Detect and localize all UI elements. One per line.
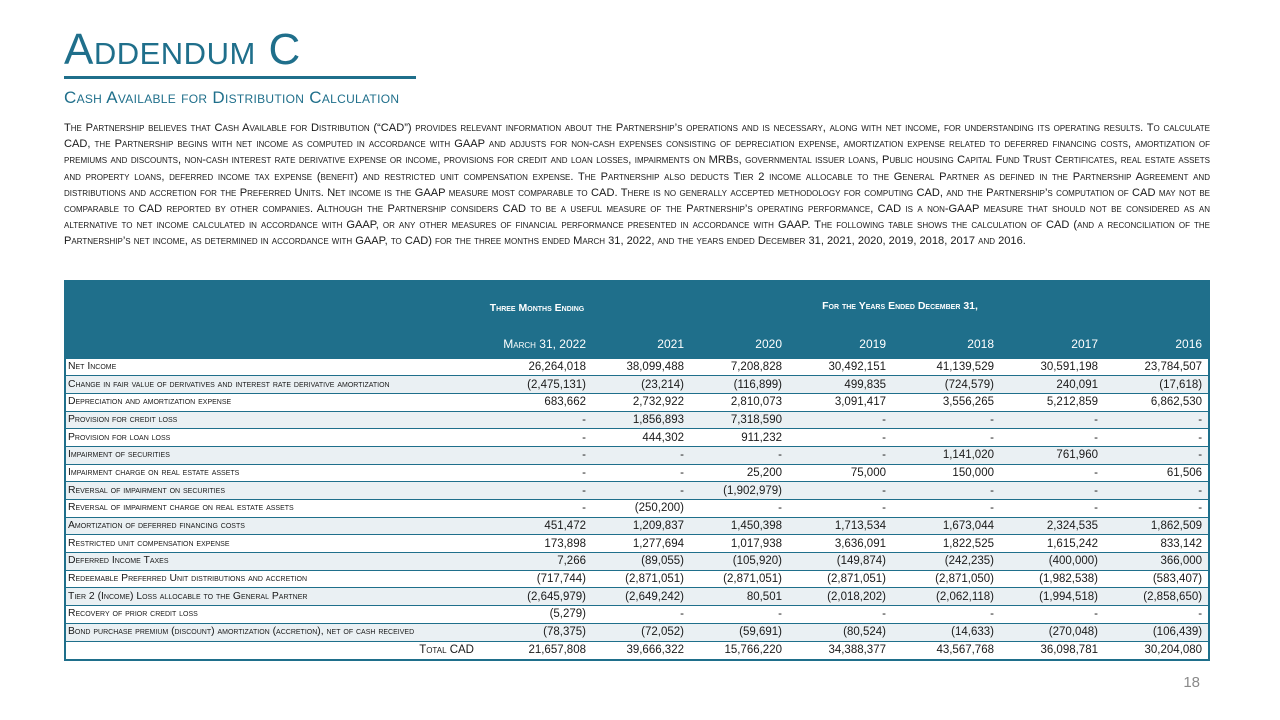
cell-value: 1,277,694: [592, 535, 690, 553]
cell-value: 15,766,220: [690, 641, 788, 659]
cell-value: -: [788, 482, 892, 500]
cell-value: 1,141,020: [892, 446, 1000, 464]
cell-value: (105,920): [690, 553, 788, 571]
column-header: 2020: [690, 330, 788, 358]
cell-value: 1,209,837: [592, 517, 690, 535]
cell-value: -: [1000, 500, 1104, 518]
cell-value: 1,713,534: [788, 517, 892, 535]
header-three-months: Three Months Ending: [482, 282, 592, 330]
table-row: [66, 570, 1208, 588]
cell-value: (400,000): [1000, 553, 1104, 571]
cell-value: 761,960: [1000, 446, 1104, 464]
cell-value: (2,475,131): [482, 376, 592, 394]
total-row: [66, 641, 1208, 659]
cell-value: (78,375): [482, 623, 592, 641]
cell-value: 1,017,938: [690, 535, 788, 553]
cell-value: -: [592, 482, 690, 500]
cell-value: 7,266: [482, 553, 592, 571]
cell-value: (17,618): [1104, 376, 1208, 394]
intro-paragraph: The Partnership believes that Cash Available for Distribution (“CAD”) provides relevant information about the Partnership’s operations and is necessary, along with net income, for understanding its operating results. To calculate CAD, the Partnership begins with net income as computed in accordance with GAAP and adjusts for non-cash expenses consisting of depreciation expense, amortization expense related to deferred financing costs, amortization of premiums and discounts, non-cash interest rate derivative expense or income, provisions for credit and loan losses, impairments on MRBs, governmental issuer loans, Public housing Capital Fund Trust Certificates, real estate assets and property loans, deferred income tax expense (benefit) and restricted unit compensation expense. The Partnership also deducts Tier 2 income allocable to the General Partner as defined in the Partnership Agreement and distributions and accretion for the Preferred Units. Net income is the GAAP measure most comparable to CAD. There is no generally accepted methodology for computing CAD, and the Partnership’s computation of CAD may not be comparable to CAD reported by other companies. Although the Partnership considers CAD to be a useful measure of the Partnership’s operating performance, CAD is a non-GAAP measure that should not be considered as an alternative to net income calculated in accordance with GAAP, or any other measures of financial performance presented in accordance with GAAP. The following table shows the calculation of CAD (and a reconciliation of the Partnership’s net income, as determined in accordance with GAAP, to CAD) for the three months ended March 31, 2022, and the years ended December 31, 2021, 2020, 2019, 2018, 2017 and 2016.: [64, 122, 1210, 248]
table-row: [66, 411, 1208, 429]
cell-value: 25,200: [690, 464, 788, 482]
column-header: March 31, 2022: [482, 330, 592, 358]
cell-value: -: [1104, 500, 1208, 518]
cell-value: (2,871,051): [690, 570, 788, 588]
cell-value: -: [482, 411, 592, 429]
cell-value: 61,506: [1104, 464, 1208, 482]
cell-value: (14,633): [892, 623, 1000, 641]
title-underline: [64, 76, 416, 79]
cell-value: (2,062,118): [892, 588, 1000, 606]
cell-value: (1,902,979): [690, 482, 788, 500]
row-label: Impairment of securities: [66, 446, 482, 464]
cell-value: (23,214): [592, 376, 690, 394]
page-subtitle: Cash Available for Distribution Calculation: [64, 88, 400, 107]
row-label: Provision for credit loss: [66, 411, 482, 429]
column-header: 2019: [788, 330, 892, 358]
row-label: Tier 2 (Income) Loss allocable to the General Partner: [66, 588, 482, 606]
table-row: [66, 358, 1208, 376]
column-header: 2018: [892, 330, 1000, 358]
cell-value: -: [1104, 429, 1208, 447]
table-row: [66, 446, 1208, 464]
cell-value: -: [690, 606, 788, 624]
row-label: Provision for loan loss: [66, 429, 482, 447]
cell-value: -: [482, 446, 592, 464]
cell-value: -: [892, 429, 1000, 447]
cell-value: -: [482, 429, 592, 447]
cell-value: 39,666,322: [592, 641, 690, 659]
row-label: Change in fair value of derivatives and interest rate derivative amortization: [66, 376, 482, 394]
header-blank-2: [66, 330, 482, 358]
cell-value: 3,636,091: [788, 535, 892, 553]
cell-value: -: [892, 606, 1000, 624]
table-row: [66, 376, 1208, 394]
table-row: [66, 606, 1208, 624]
row-label: Net Income: [66, 358, 482, 376]
row-label: Bond purchase premium (discount) amortization (accretion), net of cash received: [66, 623, 482, 641]
cell-value: (5,279): [482, 606, 592, 624]
cell-value: -: [892, 500, 1000, 518]
cell-value: 1,862,509: [1104, 517, 1208, 535]
cell-value: -: [1000, 411, 1104, 429]
cell-value: 451,472: [482, 517, 592, 535]
table-row: [66, 500, 1208, 518]
row-label: Impairment charge on real estate assets: [66, 464, 482, 482]
cell-value: 80,501: [690, 588, 788, 606]
cell-value: -: [1104, 482, 1208, 500]
cell-value: 5,212,859: [1000, 393, 1104, 411]
cell-value: 2,810,073: [690, 393, 788, 411]
cell-value: (2,871,050): [892, 570, 1000, 588]
cell-value: (106,439): [1104, 623, 1208, 641]
cell-value: 6,862,530: [1104, 393, 1208, 411]
cell-value: -: [788, 500, 892, 518]
cell-value: 26,264,018: [482, 358, 592, 376]
cell-value: 1,856,893: [592, 411, 690, 429]
cell-value: 173,898: [482, 535, 592, 553]
row-label: Reversal of impairment charge on real estate assets: [66, 500, 482, 518]
table-row: [66, 553, 1208, 571]
table-row: [66, 482, 1208, 500]
cell-value: 683,662: [482, 393, 592, 411]
cell-value: 34,388,377: [788, 641, 892, 659]
cell-value: -: [592, 464, 690, 482]
table-row: [66, 517, 1208, 535]
cell-value: (80,524): [788, 623, 892, 641]
cell-value: -: [892, 482, 1000, 500]
cell-value: (72,052): [592, 623, 690, 641]
cell-value: (2,858,650): [1104, 588, 1208, 606]
cell-value: -: [1000, 429, 1104, 447]
cell-value: 30,591,198: [1000, 358, 1104, 376]
cell-value: 41,139,529: [892, 358, 1000, 376]
cell-value: -: [690, 446, 788, 464]
cell-value: -: [788, 446, 892, 464]
cell-value: (270,048): [1000, 623, 1104, 641]
cell-value: 75,000: [788, 464, 892, 482]
cell-value: 1,673,044: [892, 517, 1000, 535]
cell-value: 1,450,398: [690, 517, 788, 535]
cell-value: -: [788, 429, 892, 447]
cell-value: (116,899): [690, 376, 788, 394]
header-years: For the Years Ended December 31,: [592, 282, 1208, 330]
table-row: [66, 464, 1208, 482]
cell-value: 30,204,080: [1104, 641, 1208, 659]
cell-value: 7,318,590: [690, 411, 788, 429]
cell-value: 150,000: [892, 464, 1000, 482]
cell-value: (149,874): [788, 553, 892, 571]
row-label: Recovery of prior credit loss: [66, 606, 482, 624]
cell-value: -: [482, 482, 592, 500]
cell-value: 2,732,922: [592, 393, 690, 411]
table-row: [66, 535, 1208, 553]
column-header: 2016: [1104, 330, 1208, 358]
cell-value: -: [592, 446, 690, 464]
cell-value: -: [1000, 464, 1104, 482]
cell-value: -: [1104, 446, 1208, 464]
cell-value: -: [592, 606, 690, 624]
cell-value: (2,018,202): [788, 588, 892, 606]
row-label: Restricted unit compensation expense: [66, 535, 482, 553]
row-label: Redeemable Preferred Unit distributions and accretion: [66, 570, 482, 588]
cell-value: (717,744): [482, 570, 592, 588]
cell-value: 38,099,488: [592, 358, 690, 376]
cell-value: (250,200): [592, 500, 690, 518]
cell-value: 1,615,242: [1000, 535, 1104, 553]
column-header: 2021: [592, 330, 690, 358]
row-label: Total CAD: [66, 641, 482, 659]
cell-value: 1,822,525: [892, 535, 1000, 553]
cell-value: 2,324,535: [1000, 517, 1104, 535]
cell-value: 911,232: [690, 429, 788, 447]
cell-value: 366,000: [1104, 553, 1208, 571]
cell-value: 444,302: [592, 429, 690, 447]
cell-value: 3,556,265: [892, 393, 1000, 411]
cell-value: -: [690, 500, 788, 518]
cell-value: -: [1000, 606, 1104, 624]
cell-value: -: [788, 411, 892, 429]
table-row: [66, 588, 1208, 606]
cell-value: (2,871,051): [788, 570, 892, 588]
cell-value: (2,649,242): [592, 588, 690, 606]
cell-value: 3,091,417: [788, 393, 892, 411]
table-row: [66, 393, 1208, 411]
cell-value: 7,208,828: [690, 358, 788, 376]
cell-value: (2,871,051): [592, 570, 690, 588]
cell-value: -: [892, 411, 1000, 429]
cell-value: (89,055): [592, 553, 690, 571]
cell-value: -: [1000, 482, 1104, 500]
cell-value: (59,691): [690, 623, 788, 641]
cell-value: 36,098,781: [1000, 641, 1104, 659]
cell-value: (1,994,518): [1000, 588, 1104, 606]
cell-value: 30,492,151: [788, 358, 892, 376]
page-title: Addendum C: [64, 25, 301, 74]
cell-value: (242,235): [892, 553, 1000, 571]
cell-value: (1,982,538): [1000, 570, 1104, 588]
cell-value: 43,567,768: [892, 641, 1000, 659]
column-header: 2017: [1000, 330, 1104, 358]
row-label: Reversal of impairment on securities: [66, 482, 482, 500]
cell-value: (2,645,979): [482, 588, 592, 606]
cell-value: 833,142: [1104, 535, 1208, 553]
row-label: Depreciation and amortization expense: [66, 393, 482, 411]
page-number: 18: [1183, 674, 1200, 691]
cell-value: 21,657,808: [482, 641, 592, 659]
cell-value: 240,091: [1000, 376, 1104, 394]
row-label: Deferred Income Taxes: [66, 553, 482, 571]
table-row: [66, 429, 1208, 447]
cell-value: -: [482, 500, 592, 518]
cell-value: 499,835: [788, 376, 892, 394]
cell-value: -: [788, 606, 892, 624]
cell-value: -: [482, 464, 592, 482]
cell-value: (724,579): [892, 376, 1000, 394]
cad-table: [64, 280, 1210, 661]
cell-value: (583,407): [1104, 570, 1208, 588]
header-blank: [66, 282, 482, 330]
row-label: Amortization of deferred financing costs: [66, 517, 482, 535]
cell-value: -: [1104, 606, 1208, 624]
cell-value: -: [1104, 411, 1208, 429]
cell-value: 23,784,507: [1104, 358, 1208, 376]
table-row: [66, 623, 1208, 641]
